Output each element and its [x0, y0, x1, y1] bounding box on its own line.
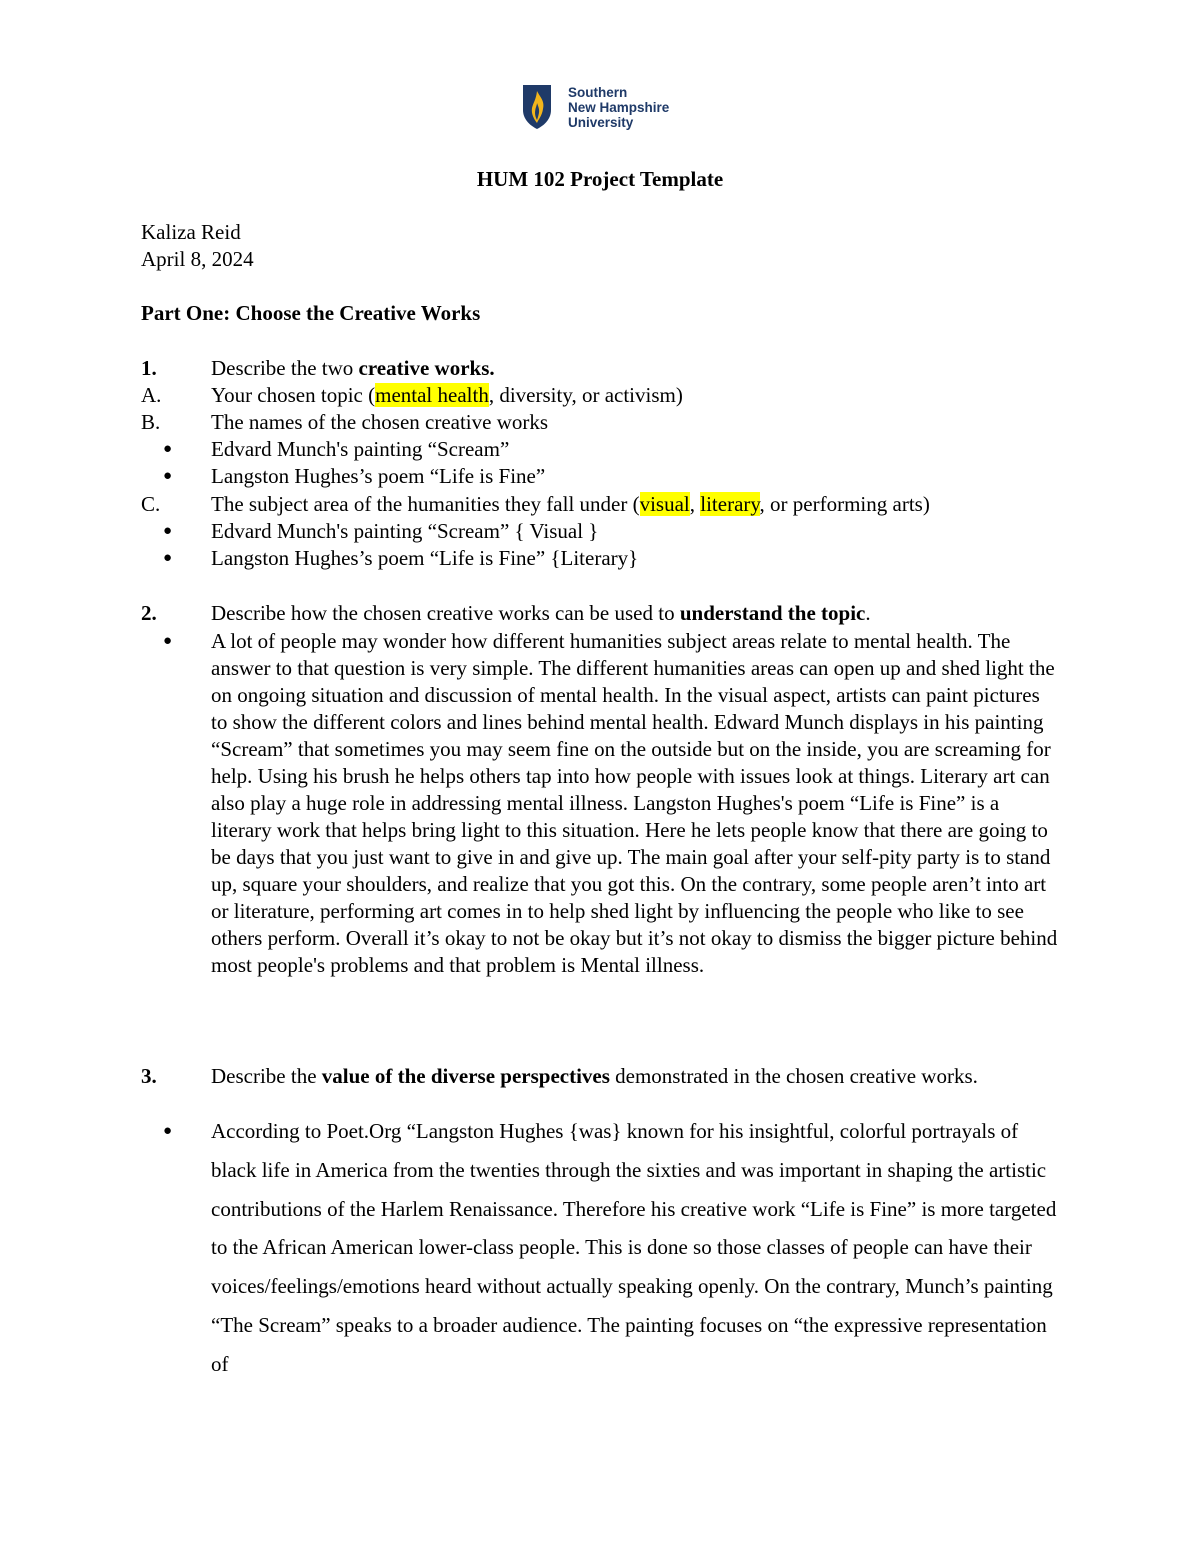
bullet-icon: ●	[163, 468, 173, 484]
author-name: Kaliza Reid	[141, 220, 241, 244]
flame-shield-icon	[522, 84, 552, 130]
q1b-text: The names of the chosen creative works	[211, 410, 549, 434]
question-2-answer-text: A lot of people may wonder how different humanities subject areas relate to mental health. The answer to that question is very simple. The different humanities areas can open up and shed light the on ongoing situation and discussion of mental health. In the visual aspect, artists can paint pictures to show the different colors and lines behind mental health. Edward Munch displays in his painting “Scream” that sometimes you may seem fine on the outside but on the inside, you are screaming for help. Using his brush he helps others tap into how people with issues look at things. Literary art can also play a huge role in addressing mental illness. Langston Hughes's poem “Life is Fine” is a literary work that helps bring light to this situation. Here he lets people know that there are going to be days that you just want to give in and give up. The main goal after your self-pity party is to stand up, square your shoulders, and realize that you got this. On the contrary, some people aren’t into art or literature, performing art comes in to help shed light by influencing the people who like to see others perform. Overall it’s okay to not be okay but it’s not okay to dismiss the bigger picture behind most people's problems and that problem is Mental illness.	[211, 629, 1058, 977]
document-date: April 8, 2024	[141, 247, 254, 271]
q1c-text-mid: ,	[689, 492, 701, 516]
question-1-bold: creative works.	[358, 356, 495, 380]
bullet-icon: ●	[163, 633, 173, 649]
bullet-text: Langston Hughes’s poem “Life is Fine”	[211, 464, 546, 488]
logo-line-2: New Hampshire	[568, 99, 670, 115]
list-marker-c: C.	[141, 492, 161, 516]
document-title: HUM 102 Project Template	[476, 167, 724, 191]
bullet-text: Edvard Munch's painting “Scream” { Visual }	[211, 519, 599, 543]
list-item	[141, 436, 1061, 463]
logo-line-3: University	[568, 114, 634, 130]
question-1-b	[141, 409, 1061, 436]
question-1-c	[141, 491, 1061, 518]
bullet-icon: ●	[163, 1123, 173, 1139]
question-3-suffix: demonstrated in the chosen creative works.	[609, 1064, 978, 1088]
highlight-visual: visual	[639, 492, 690, 516]
q1c-text-pre: The subject area of the humanities they fall under (	[211, 492, 640, 516]
list-item	[141, 518, 1061, 545]
question-2-suffix: .	[865, 601, 871, 625]
question-3	[141, 1063, 1061, 1090]
question-2-prefix: Describe how the chosen creative works can be used to	[211, 601, 680, 625]
list-item	[141, 545, 1061, 572]
question-1-prefix: Describe the two	[211, 356, 359, 380]
bullet-icon: ●	[163, 550, 173, 566]
q1c-text-post: , or performing arts)	[759, 492, 930, 516]
question-3-prefix: Describe the	[211, 1064, 322, 1088]
question-2-number: 2.	[141, 601, 157, 625]
list-marker-b: B.	[141, 410, 161, 434]
highlight-literary: literary	[700, 492, 760, 516]
logo-wordmark	[568, 85, 669, 130]
question-1-a	[141, 382, 1061, 409]
question-3-number: 3.	[141, 1064, 157, 1088]
university-logo	[522, 84, 669, 130]
q1a-text-post: , diversity, or activism)	[488, 383, 683, 407]
question-1	[141, 355, 1061, 382]
bullet-icon: ●	[163, 441, 173, 457]
list-item	[141, 463, 1061, 490]
part-one-heading: Part One: Choose the Creative Works	[141, 301, 481, 325]
list-marker-a: A.	[141, 383, 162, 407]
bullet-text: Edvard Munch's painting “Scream”	[211, 437, 510, 461]
question-2-bold: understand the topic	[679, 601, 866, 625]
bullet-icon: ●	[163, 523, 173, 539]
question-3-answer-text: According to Poet.Org “Langston Hughes {was} known for his insightful, colorful portrayals of black life in America from the twenties through the sixties and was important in shaping the artistic contributions of the Harlem Renaissance. Therefore his creative work “Life is Fine” is more targeted to the African American lower-class people. This is done so those classes of people can have their voices/feelings/emotions heard without actually speaking openly. On the contrary, Munch’s painting “The Scream” speaks to a broader audience. The painting focuses on “the expressive representation of	[211, 1119, 1057, 1376]
question-3-bold: value of the diverse perspectives	[321, 1064, 610, 1088]
question-1-number: 1.	[141, 356, 157, 380]
q1a-text-pre: Your chosen topic (	[211, 383, 376, 407]
bullet-text: Langston Hughes’s poem “Life is Fine” {Literary}	[211, 546, 639, 570]
question-2	[141, 600, 1061, 627]
highlight-mental-health: mental health	[375, 383, 489, 407]
logo-line-1: Southern	[568, 84, 628, 100]
